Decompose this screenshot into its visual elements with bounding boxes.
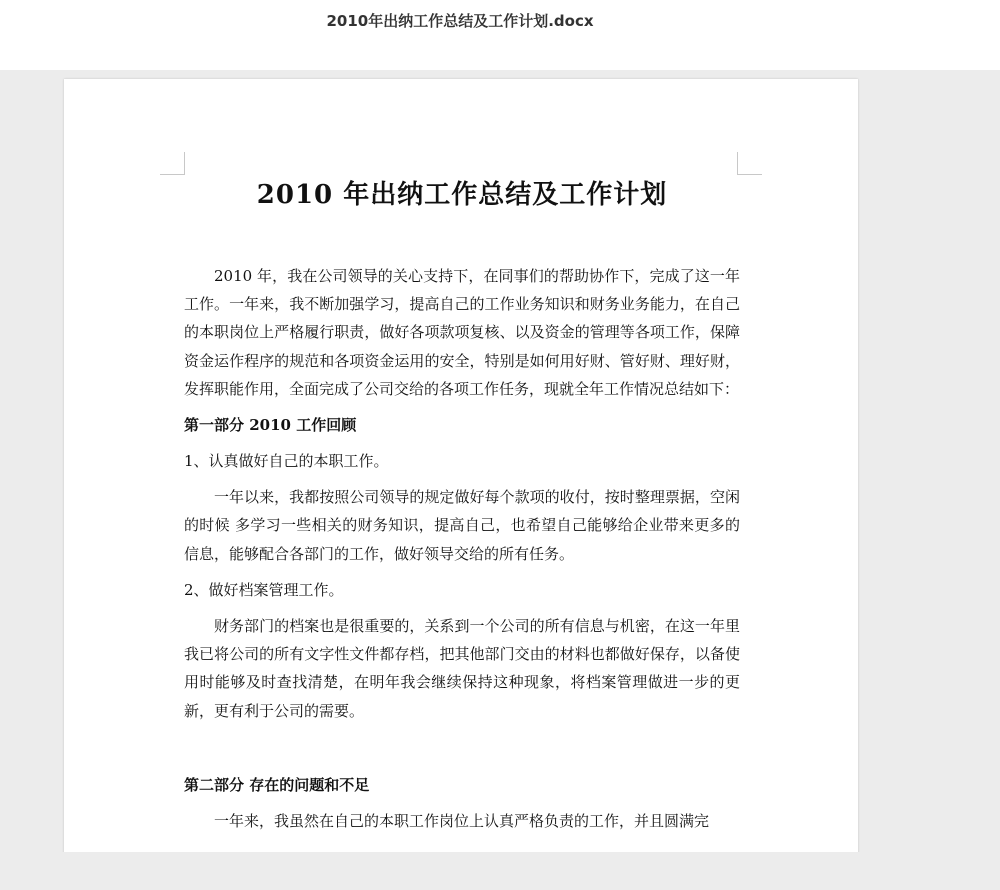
item2-body: 财务部门的档案也是很重要的，关系到一个公司的所有信息与机密，在这一年里我已将公司的所有文字性文件都存档，把其他部门交由的材料也都做好保存，以备使用时能够及时查找清楚，在明年我会继续保持这种现象，将档案管理做进一步的更新，更有利于公司的需要。 bbox=[184, 617, 740, 720]
intro-paragraph: 2010 年，我在公司领导的关心支持下，在同事们的帮助协作下，完成了这一年工作。一年来，我不断加强学习，提高自己的工作业务知识和财务业务能力，在自己的本职岗位上严格履行职责，做好各项款项复核、以及资金的管理等各项工作，保障资金运作程序的规范和各项资金运用的安全，特别是如何用好财、管好财、理好财，发挥职能作用，全面完成了公司交给的各项工作任务，现就全年工作情况总结如下： bbox=[184, 267, 740, 398]
crop-mark-top-right bbox=[737, 152, 762, 175]
crop-mark-top-left bbox=[160, 152, 185, 175]
part1-heading: 第一部分 2010 工作回顾 bbox=[184, 416, 357, 435]
part2-body: 一年来，我虽然在自己的本职工作岗位上认真严格负责的工作，并且圆满完 bbox=[214, 811, 710, 830]
status-bar bbox=[0, 852, 1000, 890]
document-viewer[interactable] bbox=[0, 70, 1000, 852]
page-content bbox=[184, 174, 740, 835]
item1-body: 一年以来，我都按照公司领导的规定做好每个款项的收付，按时整理票据，空闲的时候 多学习一些相关的财务知识，提高自己，也希望自己能够给企业带来更多的信息，能够配合各部门的工作，做好领导交给的所有任务。 bbox=[184, 488, 740, 563]
item2-title: 2、做好档案管理工作。 bbox=[184, 580, 344, 599]
title-bar bbox=[0, 0, 1000, 70]
blank-line bbox=[184, 725, 740, 763]
document-file-name: 2010年出纳工作总结及工作计划.docx bbox=[326, 12, 594, 30]
part2-heading: 第二部分 存在的问题和不足 bbox=[184, 775, 370, 794]
document-page bbox=[64, 79, 858, 852]
item1-title: 1、认真做好自己的本职工作。 bbox=[184, 452, 389, 471]
document-title: 2010 年出纳工作总结及工作计划 bbox=[256, 180, 668, 210]
